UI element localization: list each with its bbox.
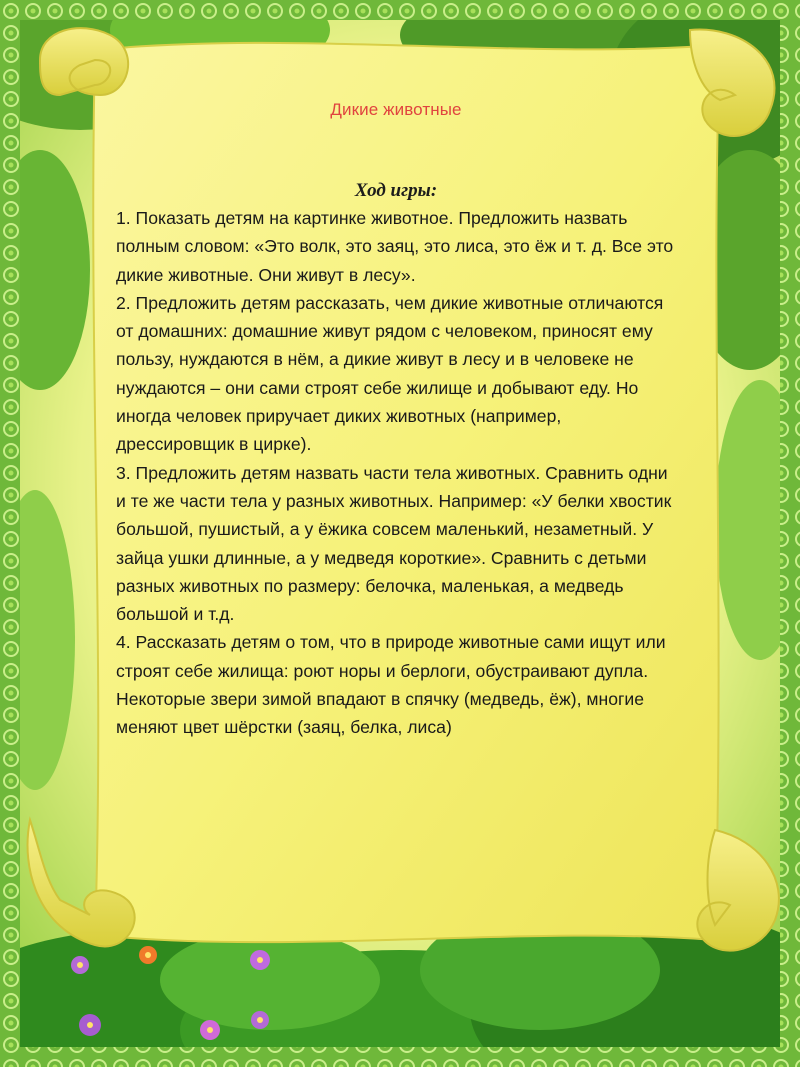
instruction-text-block xyxy=(116,100,676,742)
section-subtitle: Ход игры: xyxy=(354,180,438,201)
step-paragraph-4: 4. Рассказать детям о том, что в природе животные сами ищут или строят себе жилища: роют норы и берлоги, обустраивают дупла. Некоторые звери зимой впадают в спячку (медведь, ёж), многие меняют цвет шёрстки (заяц, белка, лиса) xyxy=(116,632,666,738)
step-paragraph-1: 1. Показать детям на картинке животное. Предложить назвать полным словом: «Это волк, это заяц, это лиса, это ёж и т. д. Все это дикие животные. Они живут в лесу». xyxy=(116,208,674,285)
step-paragraph-2: 2. Предложить детям рассказать, чем дикие животные отличаются от домашних: домашние живут рядом с человеком, приносят ему пользу, нуждаются в нём, а дикие живут в лесу и в человеке не нуждаются – они сами строят себе жилище и добывают еду. Но иногда человек приручает диких животных (например, дрессировщик в цирке). xyxy=(116,292,664,455)
step-paragraph-3: 3. Предложить детям назвать части тела животных. Сравнить одни и те же части тела у разных животных. Например: «У белки хвостик большой, пушистый, а у ёжика совсем маленький, незаметный. У зайца ушки длинные, а у медведя короткие». Сравнить с детьми разных животных по размеру: белочка, маленькая, а медведь большой и т.д. xyxy=(116,462,672,625)
page-title: Дикие животные xyxy=(330,100,462,119)
